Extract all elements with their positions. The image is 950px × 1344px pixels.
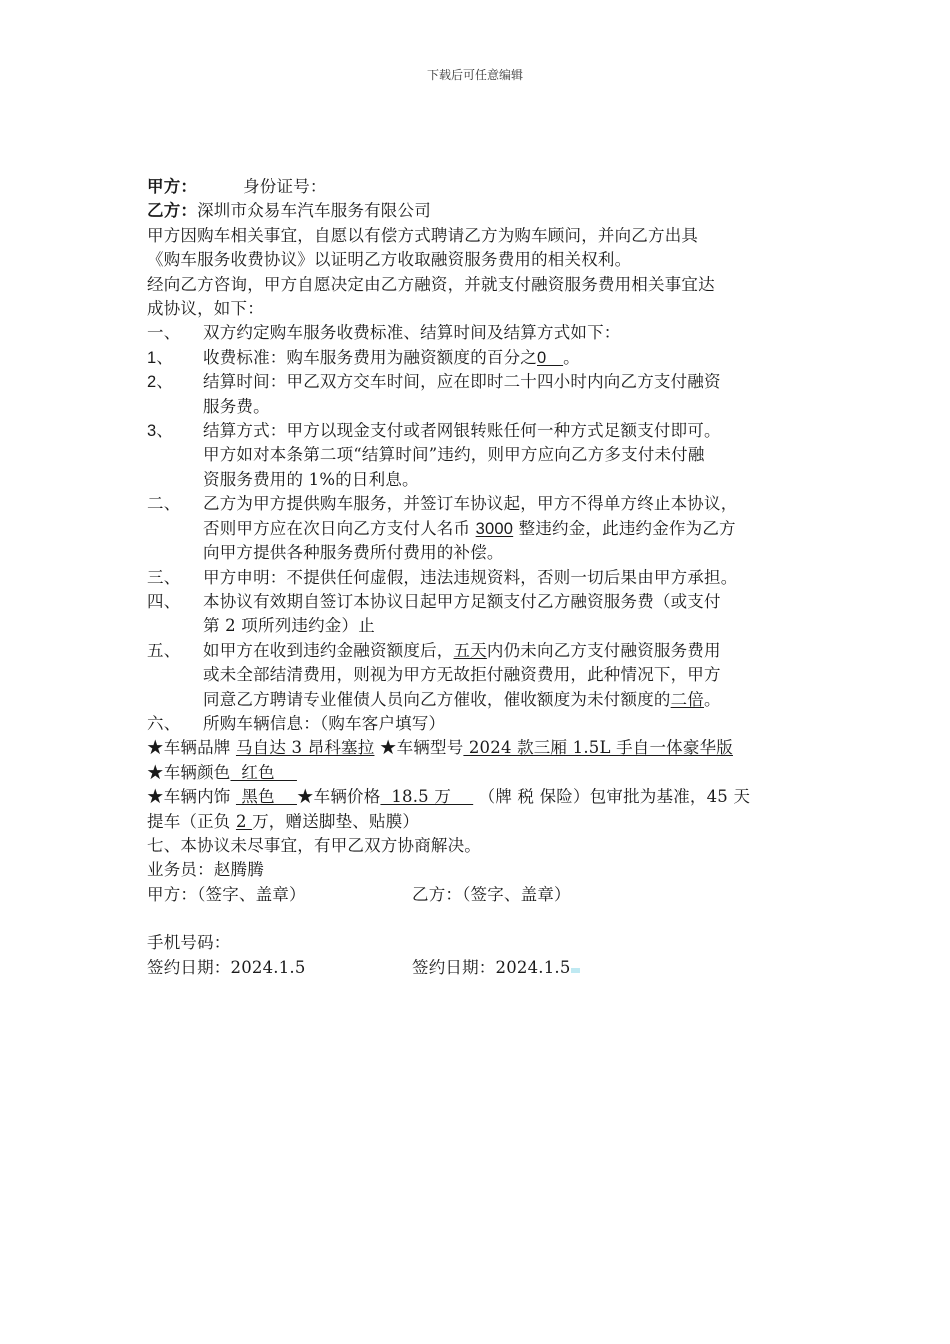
signature-line [147, 883, 827, 907]
section-2-line-2 [203, 517, 827, 541]
intro-line-1: 甲方因购车相关事宜，自愿以有偿方式聘请乙方为购车顾问，并向乙方出具 [147, 225, 699, 245]
vehicle-price-label: ★车辆价格 [296, 787, 381, 807]
agreement-body [147, 175, 827, 980]
pickup-post: 万，赠送脚垫、贴膜） [252, 811, 420, 831]
section-5-line-1 [203, 639, 827, 663]
section-5-marker: 五、 [147, 640, 181, 660]
vehicle-interior-price-line [147, 785, 827, 809]
section-5 [147, 639, 827, 712]
fee-standard-end: 。 [563, 347, 580, 367]
party-a-sign-date: 签约日期：2024.1.5 [147, 957, 306, 977]
collection-multiple-value: 二倍 [670, 689, 705, 709]
vehicle-color-label: ★车辆颜色 [147, 762, 231, 782]
id-number-label: 身份证号： [243, 177, 327, 196]
section-5-line-1-pre: 如甲方在收到违约金融资额度后， [203, 640, 454, 660]
item-3-marker: 3、 [147, 422, 174, 441]
section-5-line-3-post: 。 [704, 689, 721, 709]
grace-period-value: 五天 [453, 640, 487, 660]
intro-line-3: 经向乙方咨询，甲方自愿决定由乙方融资，并就支付融资服务费用相关事宜达 [147, 274, 715, 294]
settlement-time-line-1: 结算时间：甲乙双方交车时间，应在即时二十四小时内向乙方支付融资 [203, 372, 721, 392]
section-2 [147, 492, 827, 565]
item-2-marker: 2、 [147, 373, 174, 392]
section-6 [147, 712, 827, 736]
section-2-marker: 二、 [147, 494, 181, 514]
section-1 [147, 321, 827, 345]
salesperson-line [147, 858, 827, 882]
section-5-line-3-pre: 同意乙方聘请专业催债人员向乙方催收，催收额度为未付额度的 [203, 689, 671, 709]
section-1-item-2 [147, 370, 827, 419]
vehicle-brand-value: 马自达 3 昂科塞拉 [235, 738, 375, 758]
salesperson-label: 业务员： [147, 860, 214, 880]
header-note: 下载后可任意编辑 [426, 68, 523, 82]
pickup-tolerance-value: 2 [235, 811, 253, 831]
section-6-text: 所购车辆信息：（购车客户填写） [203, 713, 446, 733]
section-4 [147, 590, 827, 639]
party-b-sign-date: 签约日期：2024.1.5 [412, 957, 571, 977]
party-b-label: 乙方： [147, 201, 198, 221]
section-4-line-1: 本协议有效期自签订本协议日起甲方足额支付乙方融资服务费（或支付 [203, 591, 721, 611]
section-1-item-3 [147, 419, 827, 492]
section-3-text: 甲方申明：不提供任何虚假，违法违规资料，否则一切后果由甲方承担。 [203, 567, 738, 587]
vehicle-price-note: （牌 税 保险）包审批为基准，45 天 [473, 787, 751, 807]
section-7-text: 七、本协议未尽事宜，有甲乙双方协商解决。 [147, 835, 481, 855]
section-1-item-1 [147, 346, 827, 370]
section-4-line-2: 第 2 项所列违约金）止 [203, 616, 375, 636]
vehicle-color-line [147, 761, 827, 785]
pickup-line [147, 810, 827, 834]
section-2-line-1: 乙方为甲方提供购车服务，并签订车协议起，甲方不得单方终止本协议， [203, 494, 738, 514]
item-1-marker: 1、 [147, 348, 174, 367]
party-b-signature: 乙方：（签字、盖章） [412, 884, 571, 904]
section-3-marker: 三、 [147, 567, 181, 587]
pickup-pre: 提车（正负 [147, 811, 236, 831]
intro-line-4: 成协议，如下： [147, 299, 264, 319]
spacer [147, 907, 827, 931]
vehicle-model-label: ★车辆型号 [374, 738, 464, 758]
settlement-method-line-1: 结算方式：甲方以现金支付或者网银转账任何一种方式足额支付即可。 [203, 421, 721, 441]
intro-line-2: 《购车服务收费协议》以证明乙方收取融资服务费用的相关权利。 [147, 250, 632, 270]
section-5-line-2: 或未全部结清费用，则视为甲方无故拒付融资费用，此种情况下，甲方 [203, 665, 721, 685]
section-1-text: 双方约定购车服务收费标准、结算时间及结算方式如下： [203, 323, 621, 343]
phone-label: 手机号码： [147, 933, 231, 953]
settlement-time-line-2: 服务费。 [203, 396, 270, 416]
section-5-line-3 [203, 688, 827, 712]
party-a-line [147, 175, 827, 199]
party-b-name: 深圳市众易车汽车服务有限公司 [197, 201, 431, 221]
settlement-method-line-3: 资服务费用的 1%的日利息。 [203, 469, 419, 489]
section-3 [147, 566, 827, 590]
settlement-method-line-2: 甲方如对本条第二项“结算时间”违约，则甲方应向乙方多支付未付融 [203, 445, 705, 465]
vehicle-brand-model-line [147, 736, 827, 760]
section-2-line-2-post: 整违约金，此违约金作为乙方 [513, 518, 736, 538]
section-1-marker: 一、 [147, 323, 181, 343]
party-a-label: 甲方： [147, 177, 198, 196]
section-4-marker: 四、 [147, 591, 181, 611]
cursor-highlight [571, 968, 580, 973]
section-6-marker: 六、 [147, 713, 181, 733]
vehicle-price-value: 18.5 万 [380, 787, 474, 807]
vehicle-color-value: 红色 [230, 762, 297, 782]
party-a-signature: 甲方：（签字、盖章） [147, 884, 306, 904]
section-2-line-3: 向甲方提供各种服务费所付费用的补偿。 [203, 543, 504, 563]
section-2-line-2-pre: 否则甲方应在次日向乙方支付人名币 [203, 518, 476, 538]
salesperson-name: 赵腾腾 [213, 860, 264, 880]
fee-standard-text: 收费标准：购车服务费用为融资额度的百分之 [203, 347, 537, 367]
vehicle-brand-label: ★车辆品牌 [147, 738, 236, 758]
section-5-line-1-post: 内仍未向乙方支付融资服务费用 [486, 640, 721, 660]
vehicle-interior-label: ★车辆内饰 [147, 787, 236, 807]
sign-date-line [147, 956, 827, 980]
party-b-line [147, 199, 827, 223]
vehicle-interior-value: 黑色 [235, 787, 297, 807]
vehicle-model-value: 2024 款三厢 1.5L 手自一体豪华版 [463, 738, 733, 758]
fee-percentage-value: 0 [537, 348, 564, 367]
penalty-amount: 3000 [475, 519, 514, 538]
